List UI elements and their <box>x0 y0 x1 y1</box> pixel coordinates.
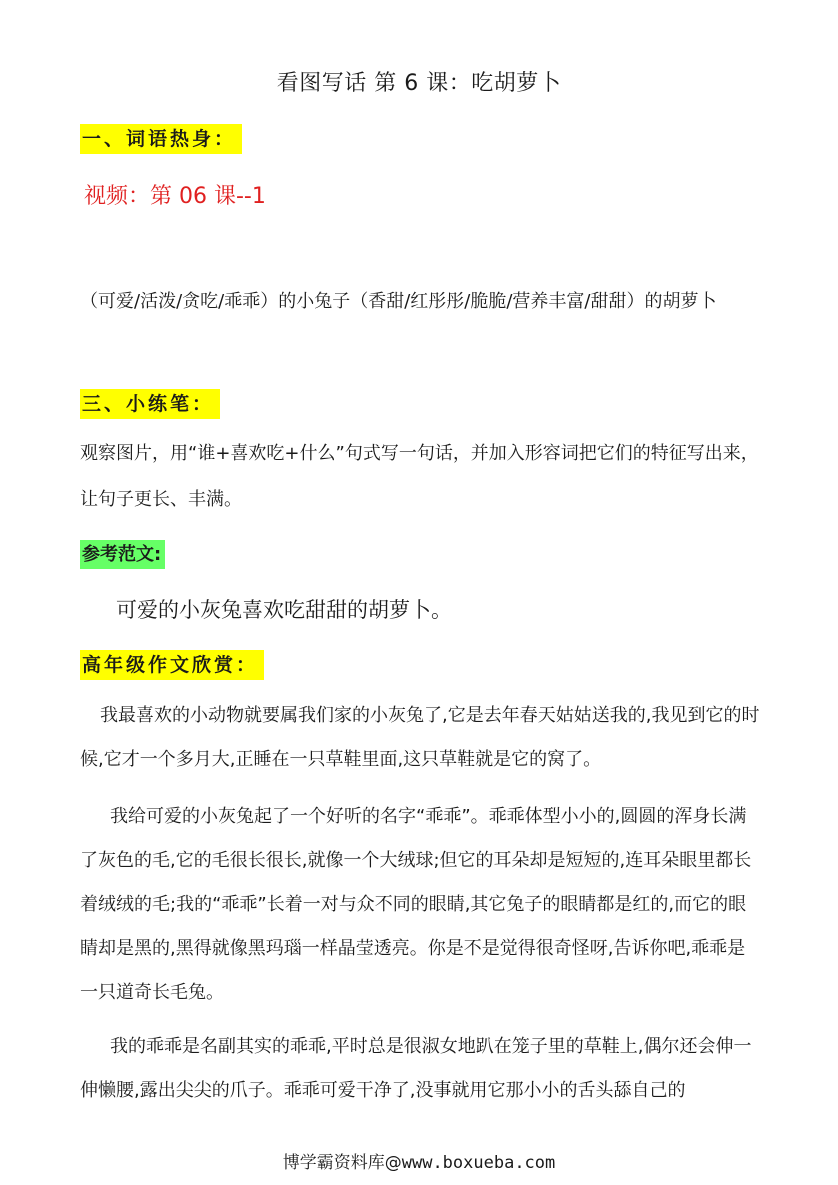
footer-url[interactable]: www.boxueba.com <box>401 1153 556 1173</box>
word-options-paragraph: （可爱/活泼/贪吃/乖乖）的小兔子（香甜/红彤彤/脆脆/营养丰富/甜甜）的胡萝卜 <box>80 291 717 312</box>
sample-heading-text: 参考范文: <box>80 540 165 569</box>
practice-heading-text: 三、小练笔： <box>80 389 220 419</box>
section-heading-essay <box>80 650 264 677</box>
essay-heading-text: 高年级作文欣赏： <box>80 650 264 680</box>
footer-watermark <box>0 1148 838 1173</box>
essay-paragraph: 我给可爱的小灰兔起了一个好听的名字“乖乖”。乖乖体型小小的,圆圆的浑身长满了灰色的毛,它的毛很长很长,就像一个大绒球;但它的耳朵却是短短的,连耳朵眼里都长着绒绒的毛;我的“乖乖”长着一对与众不同的眼睛,其它兔子的眼睛都是红的,而它的眼睛却是黑的,黑得就像黑玛瑙一样晶莹透亮。你是不是觉得很奇怪呀,告诉你吧,乖乖是一只道奇长毛兔。 <box>80 806 752 1003</box>
page-title: 看图写话 第 6 课：吃胡萝卜 <box>276 71 562 96</box>
sample-sentence: 可爱的小灰兔喜欢吃甜甜的胡萝卜。 <box>116 598 452 622</box>
warmup-heading-text: 一、词语热身： <box>80 124 242 154</box>
video-link[interactable]: 视频：第 06 课--1 <box>84 184 266 209</box>
practice-instruction: 观察图片，用“谁+喜欢吃+什么”句式写一句话，并加入形容词把它们的特征写出来，让句子更长、丰满。 <box>80 443 759 510</box>
section-heading-warmup <box>80 124 242 151</box>
footer-site-name: 博学霸资料库@ <box>282 1153 402 1173</box>
sample-heading <box>80 540 165 566</box>
essay-paragraph: 我最喜欢的小动物就要属我们家的小灰兔了,它是去年春天姑姑送我的,我见到它的时候,它才一个多月大,正睡在一只草鞋里面,这只草鞋就是它的窝了。 <box>80 705 760 770</box>
section-heading-practice <box>80 389 220 416</box>
essay-paragraph: 我的乖乖是名副其实的乖乖,平时总是很淑女地趴在笼子里的草鞋上,偶尔还会伸一伸懒腰,露出尖尖的爪子。乖乖可爱干净了,没事就用它那小小的舌头舔自己的 <box>80 1036 752 1101</box>
